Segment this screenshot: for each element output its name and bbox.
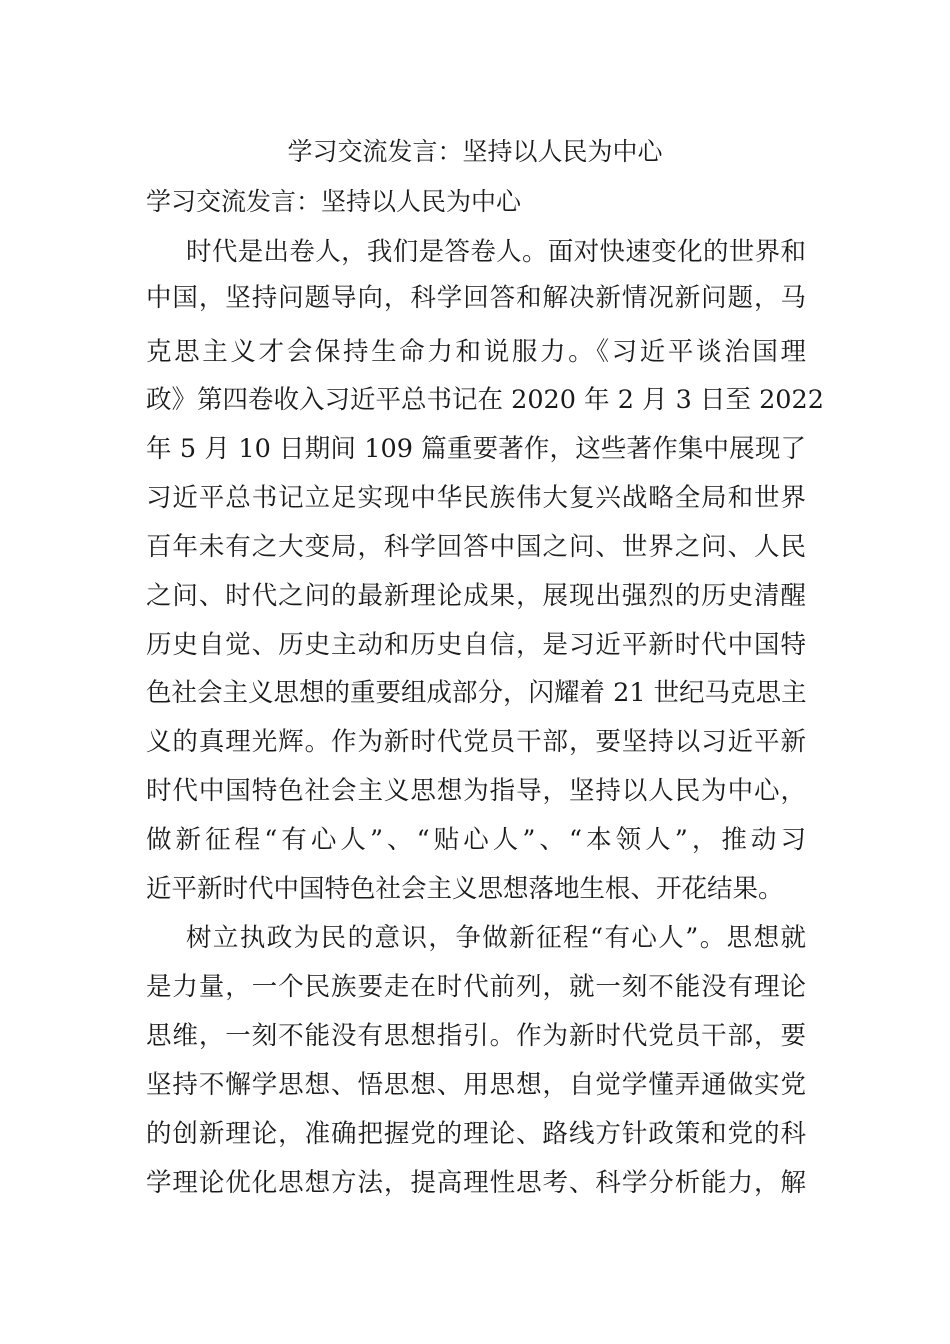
paragraph-line: 色社会主义思想的重要组成部分，闪耀着 21 世纪马克思主 [146, 678, 807, 708]
paragraph-line: 思维，一刻不能没有思想指引。作为新时代党员干部，要 [146, 1021, 806, 1051]
paragraph-line: 义的真理光辉。作为新时代党员干部，要坚持以习近平新 [146, 727, 806, 757]
paragraph-line: 中国，坚持问题导向，科学回答和解决新情况新问题，马 [146, 283, 806, 313]
paragraph-line: 树立执政为民的意识，争做新征程“有心人”。思想就 [186, 923, 806, 953]
paragraph-line: 时代是出卷人，我们是答卷人。面对快速变化的世界和 [186, 237, 806, 267]
paragraph-line: 坚持不懈学思想、悟思想、用思想，自觉学懂弄通做实党 [146, 1070, 806, 1100]
paragraph-line: 百年未有之大变局，科学回答中国之问、世界之问、人民 [146, 532, 806, 562]
paragraph-line: 习近平总书记立足实现中华民族伟大复兴战略全局和世界 [146, 483, 806, 513]
paragraph-line: 是力量，一个民族要走在时代前列，就一刻不能没有理论 [146, 972, 806, 1002]
paragraph-line: 近平新时代中国特色社会主义思想落地生根、开花结果。 [146, 874, 784, 904]
document-subtitle: 学习交流发言：坚持以人民为中心 [146, 187, 522, 216]
paragraph-line: 做新征程“有心人”、“贴心人”、“本领人”，推动习 [146, 825, 806, 855]
paragraph-line: 时代中国特色社会主义思想为指导，坚持以人民为中心， [146, 776, 806, 806]
paragraph-line: 克思主义才会保持生命力和说服力。《习近平谈治国理 [146, 337, 806, 367]
paragraph-line: 年 5 月 10 日期间 109 篇重要著作，这些著作集中展现了 [146, 434, 806, 464]
paragraph-line: 的创新理论，准确把握党的理论、路线方针政策和党的科 [146, 1119, 806, 1149]
paragraph-line: 政》第四卷收入习近平总书记在 2020 年 2 月 3 日至 2022 [146, 385, 824, 415]
document-title: 学习交流发言：坚持以人民为中心 [287, 137, 663, 166]
paragraph-line: 之问、时代之问的最新理论成果，展现出强烈的历史清醒 [146, 581, 806, 611]
paragraph-line: 学理论优化思想方法，提高理性思考、科学分析能力，解 [146, 1168, 806, 1198]
paragraph-line: 历史自觉、历史主动和历史自信，是习近平新时代中国特 [146, 630, 806, 660]
